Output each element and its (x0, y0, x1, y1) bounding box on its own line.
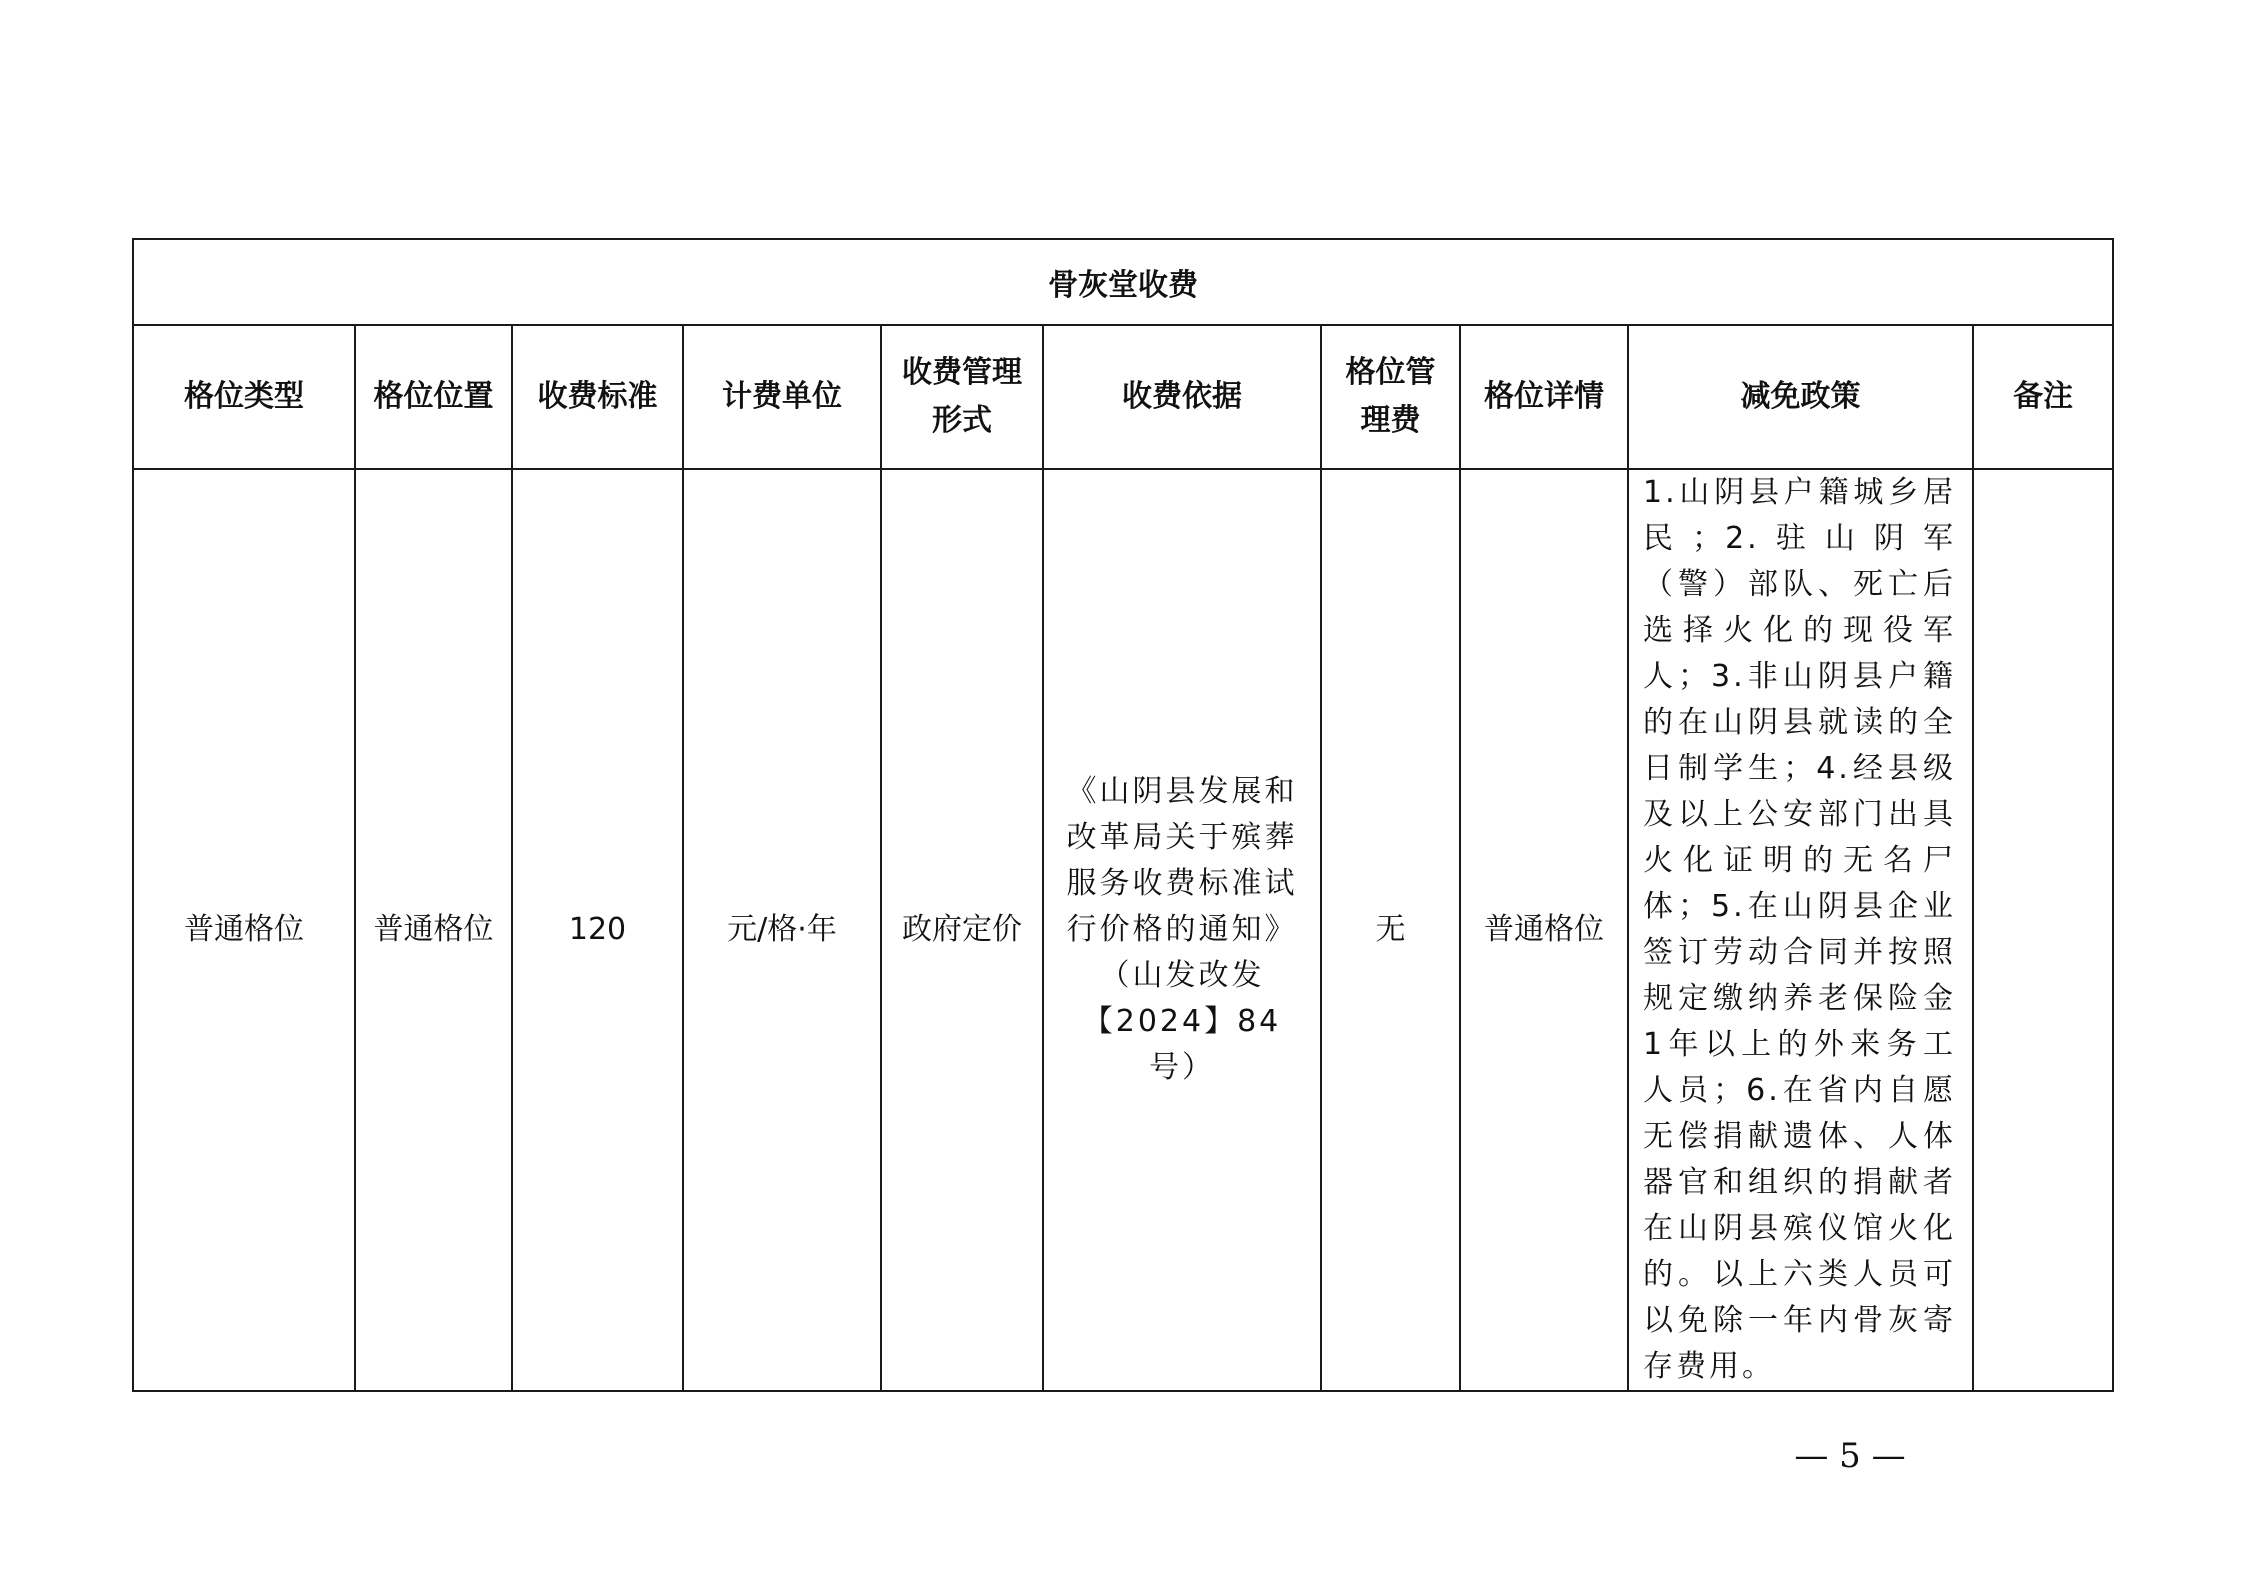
cell-basis: 《山阴县发展和改革局关于殡葬服务收费标准试行价格的通知》（山发改发【2024】84号） (1043, 469, 1321, 1391)
header-remarks: 备注 (1973, 325, 2113, 469)
header-management-form: 收费管理形式 (881, 325, 1043, 469)
header-slot-type: 格位类型 (133, 325, 355, 469)
cell-slot-type: 普通格位 (133, 469, 355, 1391)
header-row (133, 325, 2113, 469)
cell-slot-details: 普通格位 (1460, 469, 1628, 1391)
page-number: — 5 — (1794, 1436, 1906, 1476)
table-title: 骨灰堂收费 (133, 239, 2113, 325)
cell-slot-location: 普通格位 (355, 469, 512, 1391)
cell-exemption-policy: 1.山阴县户籍城乡居民；2.驻山阴军（警）部队、死亡后选择火化的现役军人；3.非山阴县户籍的在山阴县就读的全日制学生；4.经县级及以上公安部门出具火化证明的无名尸体；5.在山阴县企业签订劳动合同并按照规定缴纳养老保险金1年以上的外来务工人员；6.在省内自愿无偿捐献遗体、人体器官和组织的捐献者在山阴县殡仪馆火化的。以上六类人员可以免除一年内骨灰寄存费用。 (1628, 469, 1973, 1391)
cell-management-fee: 无 (1321, 469, 1460, 1391)
table-row (133, 469, 2113, 1391)
cell-remarks (1973, 469, 2113, 1391)
cell-fee-standard: 120 (512, 469, 683, 1391)
header-basis: 收费依据 (1043, 325, 1321, 469)
title-row (133, 239, 2113, 325)
header-fee-standard: 收费标准 (512, 325, 683, 469)
fee-table (132, 238, 2114, 1392)
cell-management-form: 政府定价 (881, 469, 1043, 1391)
cell-billing-unit: 元/格·年 (683, 469, 881, 1391)
header-slot-details: 格位详情 (1460, 325, 1628, 469)
header-exemption-policy: 减免政策 (1628, 325, 1973, 469)
header-management-fee: 格位管理费 (1321, 325, 1460, 469)
header-billing-unit: 计费单位 (683, 325, 881, 469)
header-slot-location: 格位位置 (355, 325, 512, 469)
